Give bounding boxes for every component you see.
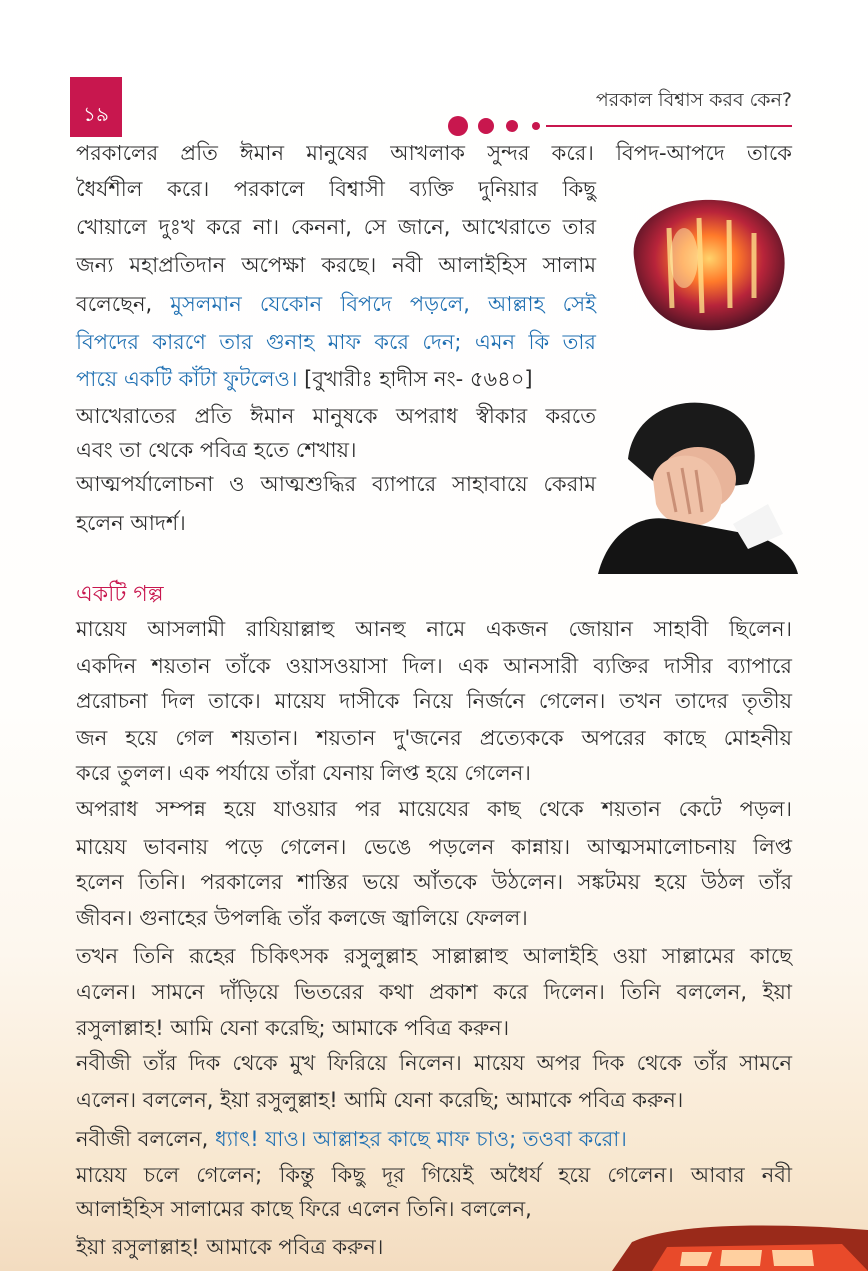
story-line: মায়েয আসলামী রাযিয়াল্লাহু আনহু নামে একজন জোয়ান সাহাবী ছিলেন। <box>76 617 792 641</box>
story-line: ইয়া রসুলাল্লাহ! আমাকে পবিত্র করুন। <box>76 1235 384 1259</box>
hadith-quote: পায়ে একটি কাঁটা ফুটলেও। <box>76 367 298 391</box>
decor-dot <box>448 116 468 136</box>
paragraph-line: এবং তা থেকে পবিত্র হতে শেখায়। <box>76 438 357 462</box>
story-line: জীবন। গুনাহের উপলব্ধি তাঁর কলজে জ্বালিয়ে ফেলল। <box>76 906 528 930</box>
story-line <box>76 1124 627 1154</box>
citation: [বুখারীঃ হাদীস নং- ৫৬৪০] <box>297 367 533 391</box>
story-line: মায়েয চলে গেলেন; কিন্তু কিছু দূর গিয়েই অধৈর্য হয়ে গেলেন। আবার নবী <box>76 1163 792 1187</box>
fist-illustration <box>614 188 794 338</box>
story-line: করে তুলল। এক পর্যায়ে তাঁরা যেনায় লিপ্ত হয়ে গেলেন। <box>76 761 531 785</box>
story-line: রসুলাল্লাহ! আমি যেনা করেছি; আমাকে পবিত্র করুন। <box>76 1016 510 1040</box>
reply-intro: নবীজী বললেন, <box>76 1127 216 1151</box>
story-line: হলেন তিনি। পরকালের শাস্তির ভয়ে আঁতকে উঠলেন। সঙ্কটময় হয়ে উঠল তাঁর <box>76 870 792 894</box>
paragraph-line: পরকালের প্রতি ঈমান মানুষের আখলাক সুন্দর করে। বিপদ-আপদে তাকে <box>76 141 792 165</box>
prophet-reply: ধ্যাৎ! যাও। আল্লাহর কাছে মাফ চাও; তওবা করো। <box>215 1127 627 1151</box>
hadith-quote: বিপদের কারণে তার গুনাহ মাফ করে দেন; এমন কি তার <box>76 330 596 354</box>
story-line: একদিন শয়তান তাঁকে ওয়াসওয়াসা দিল। এক আনসারী ব্যক্তির দাসীর ব্যাপারে <box>76 654 792 678</box>
paragraph-line: জন্য মহাপ্রতিদান অপেক্ষা করছে। নবী আলাইহিস সালাম <box>76 253 596 277</box>
story-line: এলেন। বললেন, ইয়া রসুলুল্লাহ! আমি যেনা করেছি; আমাকে পবিত্র করুন। <box>76 1088 684 1112</box>
story-line: তখন তিনি রূহের চিকিৎসক রসুলুল্লাহ সাল্লাল্লাহু আলাইহি ওয়া সাল্লামের কাছে <box>76 944 792 968</box>
decor-dot <box>478 118 494 134</box>
story-line: প্ররোচনা দিল তাকে। মায়েয দাসীকে নিয়ে নির্জনে গেলেন। তখন তাদের তৃতীয় <box>76 689 792 713</box>
page-number-badge <box>70 77 122 137</box>
hadith-quote: মুসলমান যেকোন বিপদে পড়লে, আল্লাহ সেই <box>170 292 596 316</box>
decor-dot <box>506 120 518 132</box>
quote-intro: বলেছেন, <box>76 292 171 316</box>
story-line: জন হয়ে গেল শয়তান। শয়তান দু'জনের প্রত্যেককে অপরের কাছে মোহনীয় <box>76 726 792 750</box>
quote-line <box>76 364 533 394</box>
story-line: এলেন। সামনে দাঁড়িয়ে ভিতরের কথা প্রকাশ করে দিলেন। তিনি বললেন, ইয়া <box>76 980 792 1004</box>
quote-line <box>76 289 596 319</box>
header-rule <box>546 125 792 127</box>
decor-dot <box>532 122 540 130</box>
paragraph-line: ধৈর্যশীল করে। পরকালে বিশ্বাসী ব্যক্তি দুনিয়ার কিছু <box>76 177 596 201</box>
story-line: অপরাধ সম্পন্ন হয়ে যাওয়ার পর মায়েযের কাছ থেকে শয়তান কেটে পড়ল। <box>76 797 792 821</box>
section-heading: একটি গল্প <box>76 582 164 607</box>
paragraph-line: আত্মপর্যালোচনা ও আত্মশুদ্ধির ব্যাপারে সাহাবায়ে কেরাম <box>76 472 596 496</box>
story-line: মায়েয ভাবনায় পড়ে গেলেন। ভেঙে পড়লেন কান্নায়। আত্মসমালোচনায় লিপ্ত <box>76 835 792 859</box>
paragraph-line: খোয়ালে দুঃখ করে না। কেননা, সে জানে, আখেরাতে তার <box>76 215 596 239</box>
running-title: পরকাল বিশ্বাস করব কেন? <box>595 89 792 111</box>
paragraph-line: হলেন আদর্শ। <box>76 511 186 535</box>
paragraph-line: আখেরাতের প্রতি ঈমান মানুষকে অপরাধ স্বীকার করতে <box>76 404 596 428</box>
corner-banner-illustration <box>612 1222 868 1271</box>
man-covering-face-illustration <box>598 384 798 574</box>
header-decoration <box>448 116 793 136</box>
page-number: ১৯ <box>83 102 109 126</box>
story-line: নবীজী তাঁর দিক থেকে মুখ ফিরিয়ে নিলেন। মায়েয অপর দিক থেকে তাঁর সামনে <box>76 1051 792 1075</box>
story-line: আলাইহিস সালামের কাছে ফিরে এলেন তিনি। বললেন, <box>76 1197 532 1221</box>
